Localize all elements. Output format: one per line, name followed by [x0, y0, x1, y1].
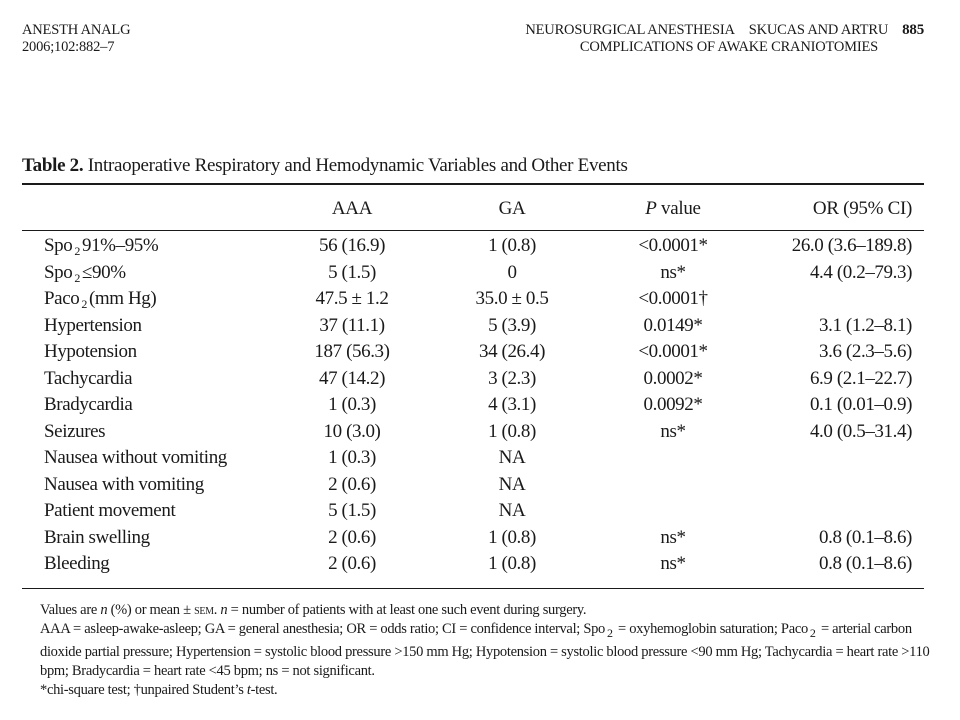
cell-ga: 1 (0.8) — [488, 420, 536, 442]
table-row — [0, 525, 960, 552]
row-label: Tachycardia — [44, 367, 133, 389]
row-label: Brain swelling — [44, 526, 150, 548]
row-label: Nausea with vomiting — [44, 473, 204, 495]
cell-or: 3.6 (2.3–5.6) — [819, 341, 912, 362]
cell-ga: 0 — [507, 261, 517, 283]
cell-ga: 1 (0.8) — [488, 235, 536, 256]
table-body — [0, 233, 960, 578]
cell-ga: 5 (3.9) — [488, 314, 536, 336]
cell-aaa: 56 (16.9) — [318, 235, 386, 256]
cell-or: 4.4 (0.2–79.3) — [809, 261, 912, 283]
cell-ga: 4 (3.1) — [488, 394, 536, 415]
cell-aaa: 47 (14.2) — [318, 367, 386, 389]
table-row — [0, 472, 960, 499]
table-footnotes — [22, 601, 932, 700]
table-row — [0, 260, 960, 287]
cell-p-value: ns* — [660, 553, 686, 574]
cell-p-value: <0.0001* — [638, 235, 708, 256]
cell-ga: NA — [498, 500, 526, 521]
cell-or: 0.8 (0.1–8.6) — [819, 553, 912, 574]
cell-p-value: <0.0001* — [638, 341, 708, 362]
footnote-tests: *chi-square test; †unpaired Student’s t-test. — [40, 682, 278, 698]
table-row — [0, 313, 960, 340]
journal-citation — [22, 22, 130, 56]
running-header — [525, 22, 924, 56]
journal-name: ANESTH ANALG — [22, 22, 131, 38]
cell-aaa: 2 (0.6) — [328, 526, 376, 548]
table-row — [0, 419, 960, 446]
table-bottom-rule — [22, 588, 924, 589]
p-italic: P — [645, 198, 657, 219]
row-label: Nausea without vomiting — [44, 447, 227, 468]
journal-volume: 2006;102:882–7 — [22, 39, 115, 55]
article-title: COMPLICATIONS OF AWAKE CRANIOTOMIES — [579, 39, 878, 55]
cell-p-value: 0.0002* — [643, 367, 703, 389]
cell-p-value: 0.0149* — [643, 314, 703, 336]
row-label: Hypotension — [44, 341, 137, 362]
table-row — [0, 392, 960, 419]
page-number: 885 — [902, 22, 924, 38]
cell-ga: 34 (26.4) — [478, 341, 546, 362]
cell-or: 6.9 (2.1–22.7) — [809, 367, 912, 389]
table-top-rule — [22, 183, 924, 185]
cell-aaa: 1 (0.3) — [328, 394, 376, 415]
cell-p-value: ns* — [660, 261, 686, 283]
table-row — [0, 445, 960, 472]
section-name: NEUROSURGICAL ANESTHESIA — [525, 22, 735, 38]
cell-p-value: <0.0001† — [638, 288, 708, 309]
cell-ga: 1 (0.8) — [488, 553, 536, 574]
column-header-ga: GA — [498, 198, 526, 219]
table-header-rule — [22, 230, 924, 231]
row-label: Seizures — [44, 420, 106, 442]
cell-aaa: 47.5 ± 1.2 — [315, 288, 389, 309]
authors: SKUCAS AND ARTRU — [748, 22, 889, 38]
row-label: Bradycardia — [44, 394, 133, 415]
cell-p-value: 0.0092* — [643, 394, 703, 415]
table-row — [0, 366, 960, 393]
table-row — [0, 233, 960, 260]
cell-aaa: 5 (1.5) — [328, 500, 376, 521]
cell-aaa: 37 (11.1) — [319, 314, 385, 336]
cell-or: 26.0 (3.6–189.8) — [791, 235, 912, 256]
cell-or: 0.8 (0.1–8.6) — [819, 526, 912, 548]
cell-or: 3.1 (1.2–8.1) — [819, 314, 912, 336]
cell-aaa: 2 (0.6) — [328, 553, 376, 574]
column-header-p-value — [628, 198, 718, 220]
table-label: Table 2. — [22, 155, 84, 176]
table-row — [0, 551, 960, 578]
cell-aaa: 10 (3.0) — [323, 420, 381, 442]
table-row — [0, 339, 960, 366]
cell-or: 0.1 (0.01–0.9) — [809, 394, 912, 415]
cell-or: 4.0 (0.5–31.4) — [809, 420, 912, 442]
row-label: Bleeding — [44, 553, 110, 574]
table-title: Intraoperative Respiratory and Hemodynamic Variables and Other Events — [87, 155, 628, 176]
row-label: Paco $_2$ (mm Hg) — [44, 288, 157, 311]
cell-aaa: 2 (0.6) — [328, 473, 376, 495]
table-caption — [22, 155, 628, 177]
footnote-abbreviations: AAA = asleep-awake-asleep; GA = general anesthesia; OR = odds ratio; CI = confidence interval; Spo $_2$ = oxyhemoglobin saturation; Paco $_2$ = arterial carbon dioxide partial pressure; Hypertension = systolic blood pressure >150 mm Hg; Hypotension = systolic blood pressure <90 mm Hg; Tachycardia = heart rate >110 bpm; Bradycardia = heart rate <45 bpm; ns = not significant. — [40, 621, 930, 679]
column-header-aaa: AAA — [331, 198, 373, 219]
cell-p-value: ns* — [660, 526, 686, 548]
cell-ga: 3 (2.3) — [488, 367, 536, 389]
cell-ga: 35.0 ± 0.5 — [475, 288, 549, 309]
row-label: Hypertension — [44, 314, 142, 336]
cell-ga: NA — [498, 473, 526, 495]
row-label: Spo $_2$ 91%–95% — [44, 235, 159, 258]
column-header-or: OR (95% CI) — [812, 198, 912, 219]
table-row — [0, 286, 960, 313]
cell-aaa: 1 (0.3) — [328, 447, 376, 468]
cell-aaa: 5 (1.5) — [328, 261, 376, 283]
table-row — [0, 498, 960, 525]
footnote-values: Values are n (%) or mean ± sem. n = number of patients with at least one such event during surgery. — [40, 602, 587, 618]
cell-ga: 1 (0.8) — [488, 526, 536, 548]
p-rest: value — [656, 198, 701, 219]
row-label: Patient movement — [44, 500, 176, 521]
cell-ga: NA — [498, 447, 526, 468]
cell-p-value: ns* — [660, 420, 686, 442]
row-label: Spo $_2$ ≤90% — [44, 261, 126, 285]
cell-aaa: 187 (56.3) — [314, 341, 390, 362]
